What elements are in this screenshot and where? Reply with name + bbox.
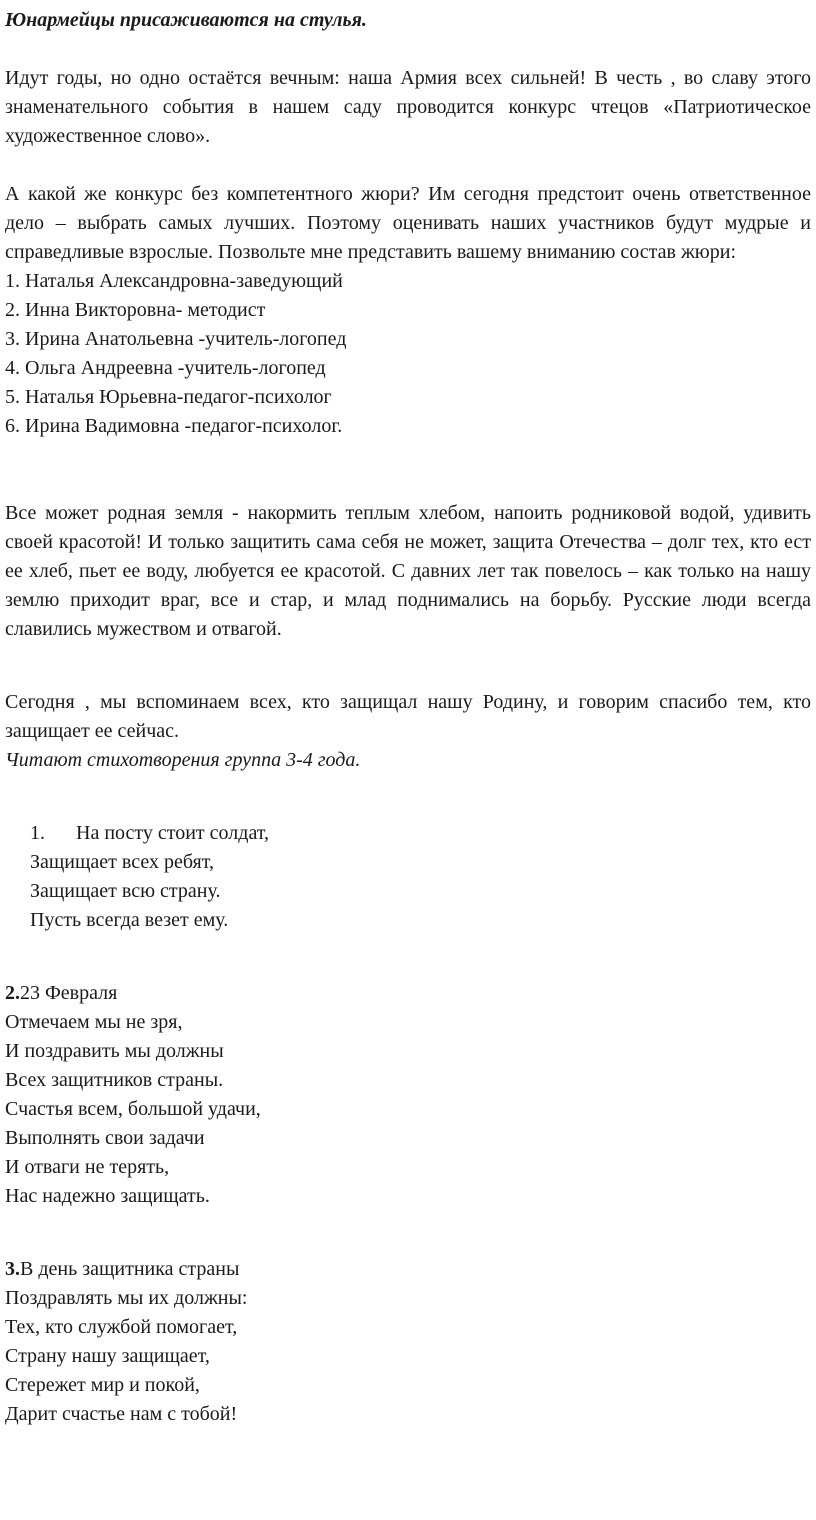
poem-1-first-line-text: На посту стоит солдат,	[76, 822, 270, 844]
poem-2-line-6: Выполнять свои задачи	[5, 1127, 205, 1149]
stage-direction: Юнармейцы присаживаются на стулья.	[5, 9, 367, 31]
reading-note: Читают стихотворения группа 3-4 года.	[5, 749, 361, 771]
poem-1-line-1	[30, 819, 811, 848]
paragraph-motherland: Все может родная земля - накормить теплым хлебом, напоить родниковой водой, удивить своей красотой! И только защитить сама себя не может, защита Отечества – долг тех, кто ест ее хлеб, пьет ее воду, любуется ее красотой. С давних лет так повелось – как только на нашу землю приходит враг, все и стар, и млад поднимались на борьбу. Русские люди всегда славились мужеством и отвагой.	[5, 502, 811, 640]
poem-3-line-6: Дарит счастье нам с тобой!	[5, 1403, 238, 1425]
poem-3-line-1	[5, 1255, 811, 1284]
poem-3-line-2: Поздравлять мы их должны:	[5, 1287, 248, 1309]
poem-2	[5, 979, 811, 1211]
jury-member-1: 1. Наталья Александровна-заведующий	[5, 270, 343, 292]
poem-3-line-3: Тех, кто службой помогает,	[5, 1316, 238, 1338]
jury-member-2: 2. Инна Викторовна- методист	[5, 299, 266, 321]
poem-3-line-4: Страну нашу защищает,	[5, 1345, 210, 1367]
paragraph-today: Сегодня , мы вспоминаем всех, кто защищал нашу Родину, и говорим спасибо тем, кто защищает ее сейчас.	[5, 691, 811, 742]
poem-2-line-8: Нас надежно защищать.	[5, 1185, 210, 1207]
poem-2-line-5: Счастья всем, большой удачи,	[5, 1098, 261, 1120]
poem-2-line-4: Всех защитников страны.	[5, 1069, 224, 1091]
jury-member-4: 4. Ольга Андреевна -учитель-логопед	[5, 357, 326, 379]
poem-1	[30, 819, 811, 935]
poem-1-line-4: Пусть всегда везет ему.	[30, 909, 229, 931]
jury-member-6: 6. Ирина Вадимовна -педагог-психолог.	[5, 415, 343, 437]
poem-3-number: 3.	[5, 1258, 20, 1280]
poem-2-line-3: И поздравить мы должны	[5, 1040, 224, 1062]
poem-2-first-line-text: 23 Февраля	[20, 982, 118, 1004]
poem-2-line-2: Отмечаем мы не зря,	[5, 1011, 183, 1033]
paragraph-jury-intro: А какой же конкурс без компетентного жюри? Им сегодня предстоит очень ответственное дело – выбрать самых лучших. Поэтому оценивать наших участников будут мудрые и справедливые взрослые. Позвольте мне представить вашему вниманию состав жюри:	[5, 183, 811, 263]
poem-3	[5, 1255, 811, 1429]
poem-3-first-line-text: В день защитника страны	[20, 1258, 240, 1280]
jury-list	[5, 267, 811, 441]
jury-member-3: 3. Ирина Анатольевна -учитель-логопед	[5, 328, 347, 350]
paragraph-intro: Идут годы, но одно остаётся вечным: наша Армия всех сильней! В честь , во славу этого знаменательного события в нашем саду проводится конкурс чтецов «Патриотическое художественное слово».	[5, 67, 811, 147]
poem-1-line-2: Защищает всех ребят,	[30, 851, 214, 873]
poem-1-line-3: Защищает всю страну.	[30, 880, 221, 902]
poem-2-number: 2.	[5, 982, 20, 1004]
poem-2-line-7: И отваги не терять,	[5, 1156, 170, 1178]
jury-member-5: 5. Наталья Юрьевна-педагог-психолог	[5, 386, 332, 408]
poem-2-line-1	[5, 979, 811, 1008]
poem-1-number: 1.	[30, 822, 45, 844]
poem-3-line-5: Стережет мир и покой,	[5, 1374, 200, 1396]
